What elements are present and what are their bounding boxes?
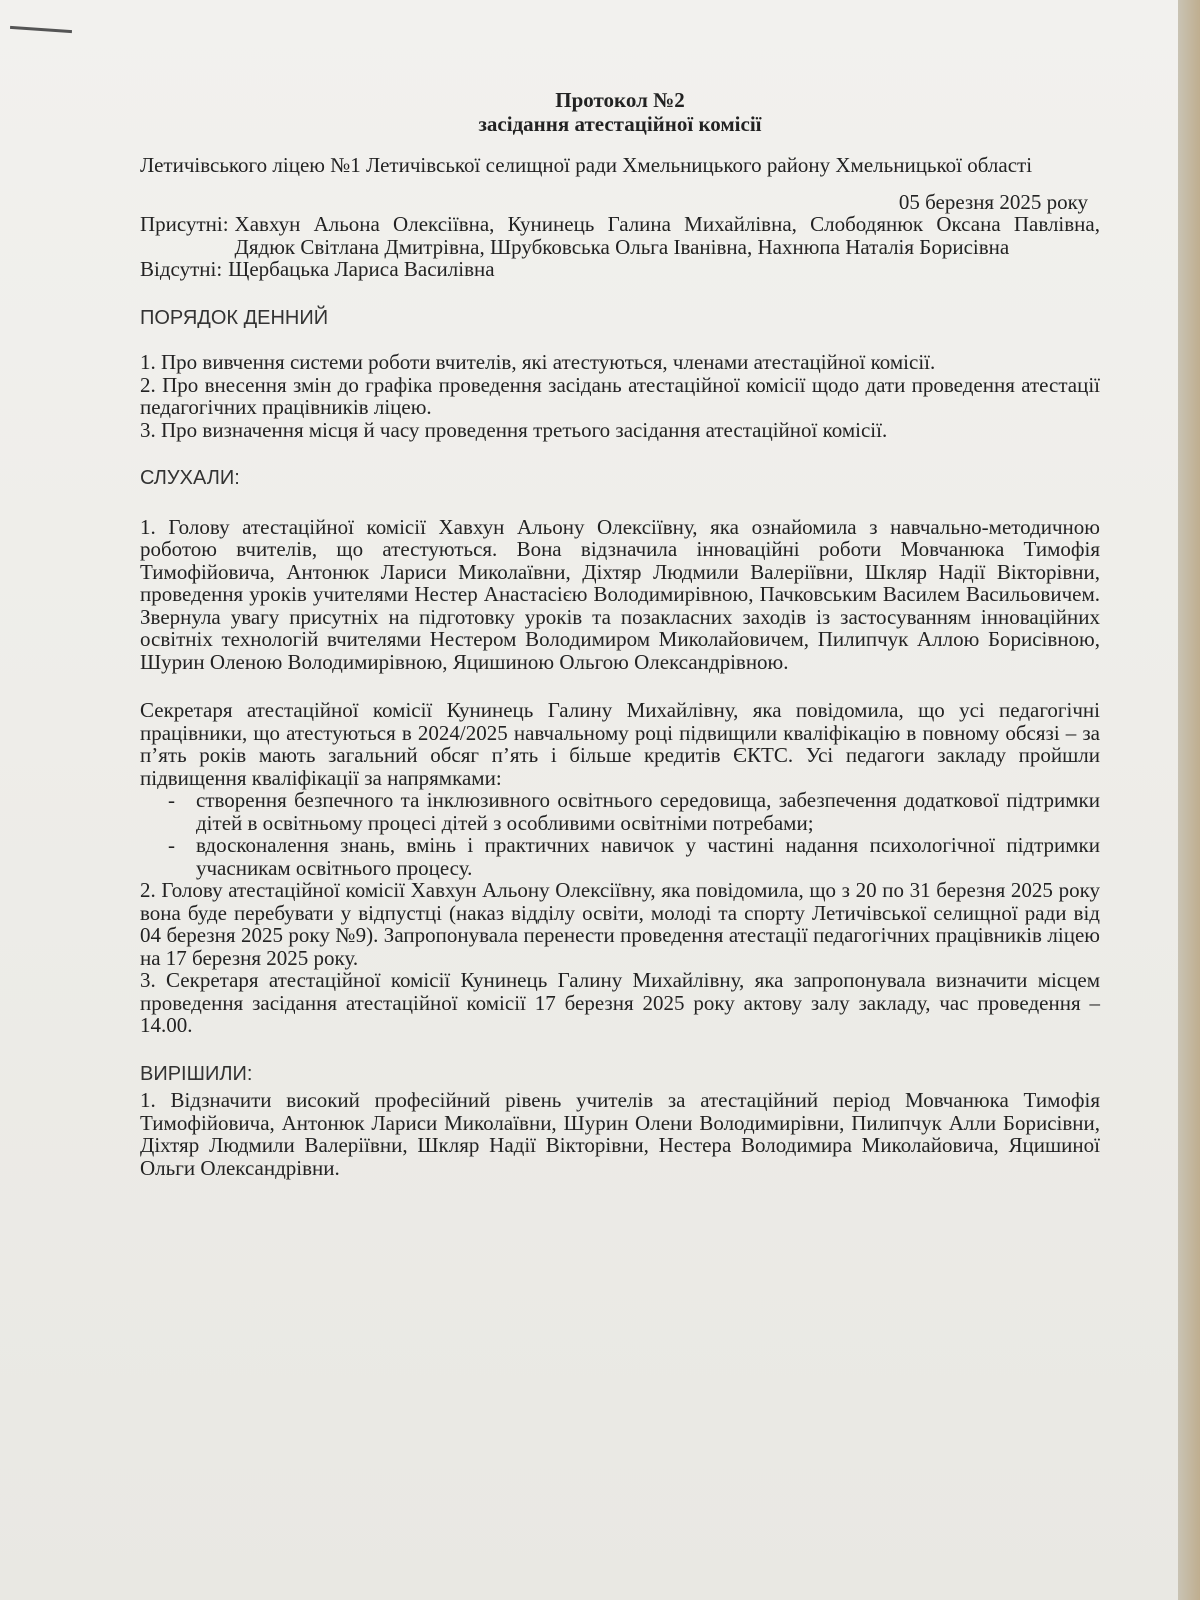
heard-text-3: 3. Секретаря атестаційної комісії Кунинець Галину Михайлівну, яка запропонувала визначити місцем проведення засідання атестаційної комісії 17 березня 2025 року актову залу закладу, час проведення – 14.00.: [140, 968, 1100, 1037]
heard-text-2: 2. Голову атестаційної комісії Хавхун Альону Олексіївну, яка повідомила, що з 20 по 31 березня 2025 року вона буде перебувати у відпустці (наказ відділу освіти, молоді та спорту Летичівської селищної ради від 04 березня 2025 року №9). Запропонувала перенести проведення атестації педагогічних працівників ліцею на 17 березня 2025 року.: [140, 878, 1100, 970]
heard-text-1: 1. Голову атестаційної комісії Хавхун Альону Олексіївну, яка ознайомила з навчально-методичною роботою вчителів, що атестуються. Вона відзначила інноваційні роботи Мовчанюка Тимофія Тимофійовича, Антонюк Лариси Миколаївни, Діхтяр Людмили Валеріївни, Шкляр Надії Вікторівни, проведення уроків учителями Нестер Анастасією Володимирівною, Пачковським Василем Васильовичем. Звернула увагу присутніх на підготовку уроків та позакласних заходів із застосуванням інноваційних освітніх технологій вчителями Нестером Володимиром Миколайовичем, Пилипчук Аллою Борисівною, Шурин Оленою Володимирівною, Яцишиною Ольгою Олександрівною.: [140, 514, 1100, 674]
agenda-item: 1. Про вивчення системи роботи вчителів, які атестуються, членами атестаційної комісії.: [140, 350, 936, 374]
absent-names: Щербацька Лариса Василівна: [228, 257, 495, 281]
present-label: Присутні:: [140, 212, 229, 236]
title-line-2: засідання атестаційної комісії: [478, 112, 762, 136]
list-item: [140, 834, 1100, 879]
heard-heading: СЛУХАЛИ:: [140, 467, 240, 489]
dash-marker: -: [168, 788, 175, 812]
absent-row: [140, 258, 1100, 281]
decided-item-1: [140, 1089, 1100, 1179]
qualification-directions-list: [140, 789, 1100, 879]
organization-name: Летичівського ліцею №1 Летичівської селищної ради Хмельницького району Хмельницької області: [140, 153, 1033, 177]
title-line-1: Протокол №2: [555, 88, 685, 112]
list-item: [140, 789, 1100, 834]
heard-secretary: [140, 699, 1100, 1037]
decided-text-1: 1. Відзначити високий професійний рівень учителів за атестаційний період Мовчанюка Тимофія Тимофійовича, Антонюк Лариси Миколаївни, Шурин Олени Володимирівни, Пилипчук Алли Борисівни, Діхтяр Людмили Валеріївни, Шкляр Надії Вікторівни, Нестера Володимира Миколайовича, Яцишиної Ольги Олександрівни.: [140, 1088, 1100, 1180]
present-row: [140, 213, 1100, 258]
list-item-text: вдосконалення знань, вмінь і практичних навичок у частині надання психологічної підтримки учасникам освітнього процесу.: [196, 833, 1100, 880]
agenda-item: 2. Про внесення змін до графіка проведення засідань атестаційної комісії щодо дати проведення атестації педагогічних працівників ліцею.: [140, 372, 1100, 419]
dash-marker: -: [168, 833, 175, 857]
agenda-list: [140, 351, 1100, 441]
protocol-document: [140, 88, 1100, 1179]
paper-edge-shadow: [1178, 0, 1200, 1600]
decided-heading: ВИРІШИЛИ:: [140, 1062, 253, 1085]
absent-label: Відсутні:: [140, 257, 223, 281]
document-title: [140, 88, 1100, 136]
heard-secretary-text: Секретаря атестаційної комісії Кунинець Галину Михайлівну, яка повідомила, що усі педагогічні працівники, що атестуються в 2024/2025 навчальному році підвищили кваліфікацію в повному обсязі – за п’ять років мають загальний обсяг п’ять і більше кредитів ЄКТС. Усі педагоги закладу пройшли підвищення кваліфікації за напрямками:: [140, 698, 1100, 790]
present-names: Хавхун Альона Олексіївна, Кунинець Галина Михайлівна, Слободянюк Оксана Павлівна, Дядюк Світлана Дмитрівна, Шрубковська Ольга Іванівна, Нахнюпа Наталія Борисівна: [234, 212, 1100, 259]
list-item-text: створення безпечного та інклюзивного освітнього середовища, забезпечення додаткової підтримки дітей в освітньому процесі дітей з особливими освітніми потребами;: [196, 788, 1100, 835]
protocol-date: 05 березня 2025 року: [898, 189, 1088, 214]
agenda-item: 3. Про визначення місця й часу проведення третього засідання атестаційної комісії.: [140, 417, 888, 442]
agenda-heading: ПОРЯДОК ДЕННИЙ: [140, 306, 329, 329]
heard-item-1: [140, 516, 1100, 674]
